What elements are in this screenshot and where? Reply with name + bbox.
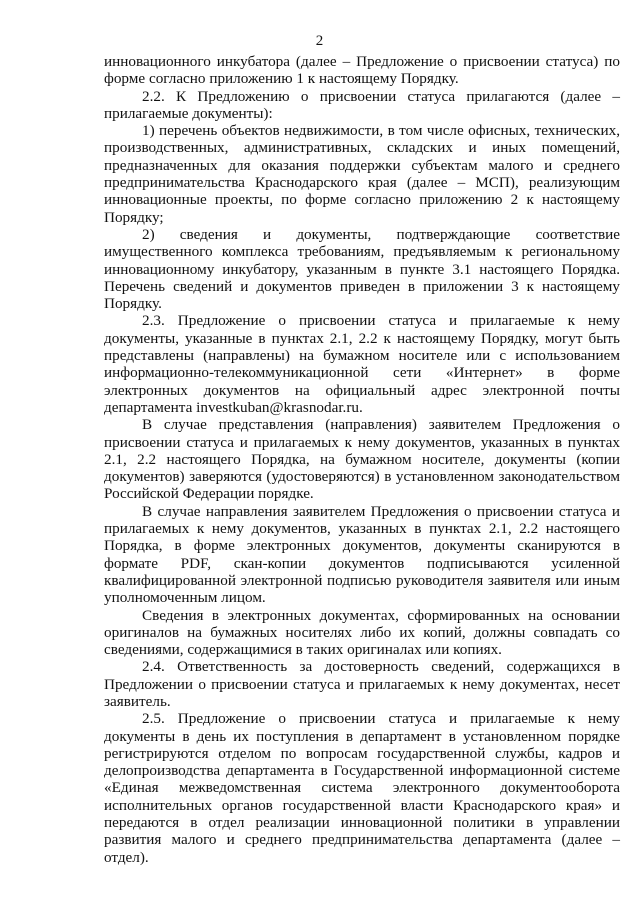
paragraph-electronic-submission: В случае направления заявителем Предложения о присвоении статуса и прилагаемых к нему документов, указанных в пунктах 2.1, 2.2 настоящего Порядка, в форме электронных документов, документы сканируются в формате PDF, скан-копии документов подписываются усиленной квалифицированной электронной подписью руководителя заявителя или иным уполномоченным лицом. <box>104 502 620 607</box>
paragraph-continuation: инновационного инкубатора (далее – Предложение о присвоении статуса) по форме согласно приложению 1 к настоящему Порядку. <box>104 53 620 88</box>
document-body <box>104 53 620 866</box>
paragraph-2-5: 2.5. Предложение о присвоении статуса и прилагаемые к нему документы в день их поступления в департамент в установленном порядке регистрируются отделом по вопросам государственной службы, кадров и делопроизводства департамента в Государственной информационной системе «Единая межведомственная система электронного документооборота исполнительных органов государственной власти Краснодарского края» и передаются в отдел реализации инновационной политики в управлении развития малого и среднего предпринимательства департамента (далее – отдел). <box>104 710 620 866</box>
paragraph-2-4: 2.4. Ответственность за достоверность сведений, содержащихся в Предложении о присвоении статуса и прилагаемых к нему документах, несет заявитель. <box>104 658 620 710</box>
paragraph-2-2-item-1: 1) перечень объектов недвижимости, в том числе офисных, технических, производственных, административных, складских и иных помещений, предназначенных для оказания поддержки субъектам малого и среднего предпринимательства Краснодарского края (далее – МСП), реализующим инновационные проекты, по форме согласно приложению 2 к настоящему Порядку; <box>104 122 620 226</box>
paragraph-electronic-data: Сведения в электронных документах, сформированных на основании оригиналов на бумажных носителях либо их копий, должны совпадать со сведениями, содержащимися в таких оригиналах или копиях. <box>104 606 620 659</box>
paragraph-2-2: 2.2. К Предложению о присвоении статуса прилагаются (далее – прилагаемые документы): <box>104 87 620 122</box>
page-number: 2 <box>315 33 324 49</box>
paragraph-2-2-item-2: 2) сведения и документы, подтверждающие соответствие имущественного комплекса требованиям, предъявляемым к региональному инновационному инкубатору, указанным в пункте 3.1 настоящего Порядка. Перечень сведений и документов приведен в приложении 3 к настоящему Порядку. <box>104 225 620 313</box>
paragraph-2-3: 2.3. Предложение о присвоении статуса и прилагаемые к нему документы, указанные в пунктах 2.1, 2.2 к настоящему Порядку, могут быть представлены (направлены) на бумажном носителе или с использованием информационно-телекоммуникационной сети «Интернет» в форме электронных документов на официальный адрес электронной почты департамента investkuban@krasnodar.ru. <box>104 312 620 416</box>
paragraph-paper-submission: В случае представления (направления) заявителем Предложения о присвоении статуса и прилагаемых к нему документов, указанных в пунктах 2.1, 2.2 настоящего Порядка, на бумажном носителе, документы (копии документов) заверяются (удостоверяются) в установленном законодательством Российской Федерации порядке. <box>104 416 620 503</box>
